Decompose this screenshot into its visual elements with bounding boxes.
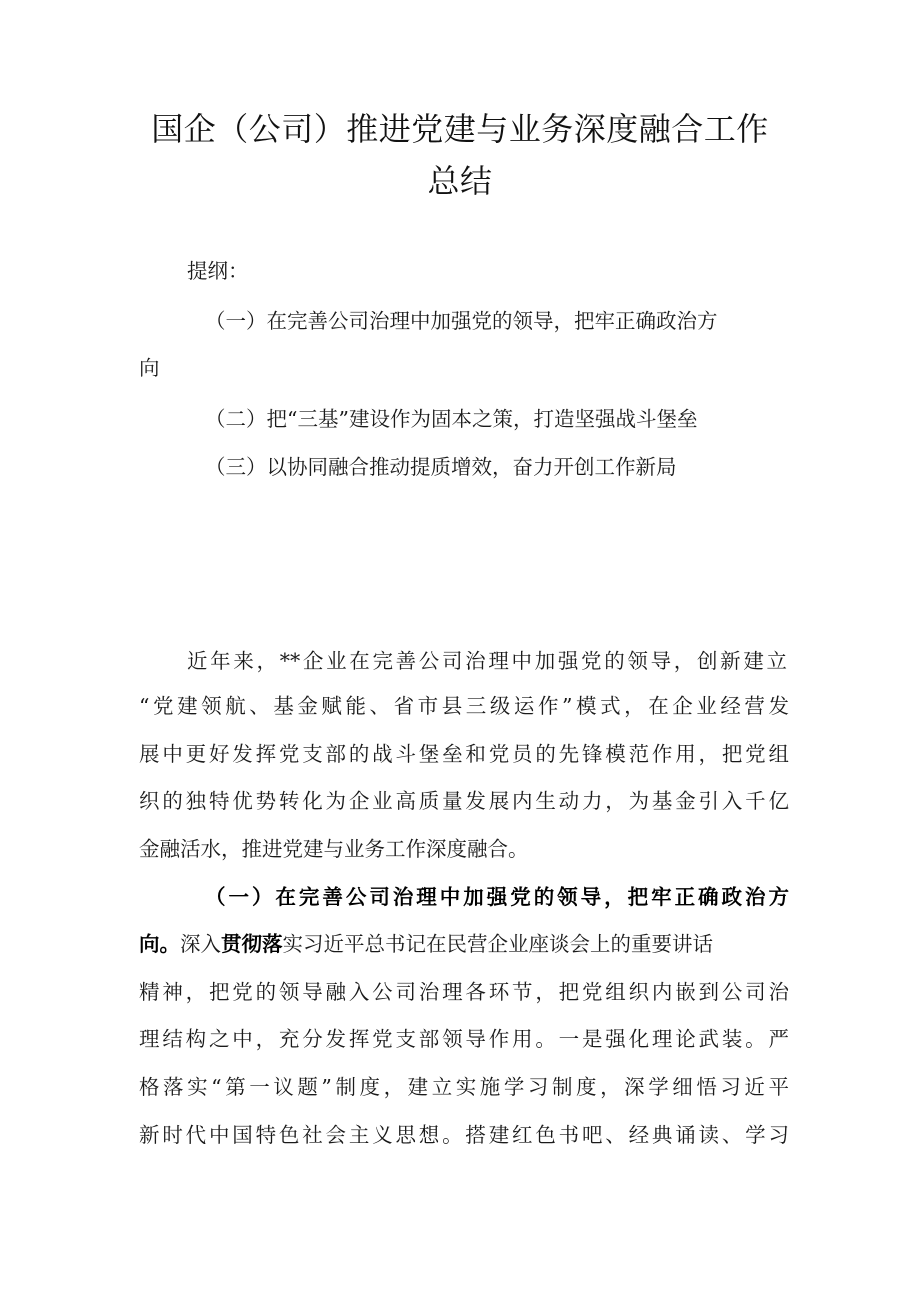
- section-1-line: 格落实“第一议题”制度，建立实施学习制度，深学细悟习近平: [139, 1075, 789, 1099]
- outline-item-3: （三）以协同融合推动提质增效，奋力开创工作新局: [205, 455, 677, 479]
- section-1-line: 新时代中国特色社会主义思想。搭建红色书吧、经典诵读、学习: [139, 1123, 789, 1147]
- outline-item-1-continued: 向: [139, 356, 160, 380]
- outline-label: 提纲：: [187, 259, 249, 283]
- outline-item-1: （一）在完善公司治理中加强党的领导，把牢正确政治方: [205, 309, 718, 333]
- section-1-line: 理结构之中，充分发挥党支部领导作用。一是强化理论武装。严: [139, 1027, 789, 1051]
- section-1-line: 精神，把党的领导融入公司治理各环节，把党组织内嵌到公司治: [139, 980, 789, 1004]
- section-1-heading: （一）在完善公司治理中加强党的领导，把牢正确政治方: [205, 885, 789, 909]
- intro-paragraph-line: 织的独特优势转化为企业高质量发展内生动力，为基金引入千亿: [139, 789, 789, 813]
- section-1-line: [139, 928, 789, 960]
- section-1-bold-text: 贯彻落: [221, 932, 283, 956]
- section-1-text: 实习近平总书记在民营企业座谈会上的重要讲话: [282, 932, 713, 956]
- document-title-line-1: 国企（公司）推进党建与业务深度融合工作: [151, 110, 769, 148]
- outline-item-2: （二）把“三基”建设作为固本之策，打造坚强战斗堡垒: [205, 407, 698, 431]
- intro-paragraph-line: 近年来，**企业在完善公司治理中加强党的领导，创新建立: [187, 649, 787, 673]
- document-title-line-2: 总结: [427, 162, 493, 200]
- intro-paragraph-line: 金融活水，推进党建与业务工作深度融合。: [139, 837, 529, 861]
- section-1-heading-end: 向。: [139, 932, 180, 956]
- intro-paragraph-line: “党建领航、基金赋能、省市县三级运作”模式，在企业经营发: [139, 694, 789, 718]
- section-1-text: 深入: [180, 932, 221, 956]
- intro-paragraph-line: 展中更好发挥党支部的战斗堡垒和党员的先锋模范作用，把党组: [139, 742, 789, 766]
